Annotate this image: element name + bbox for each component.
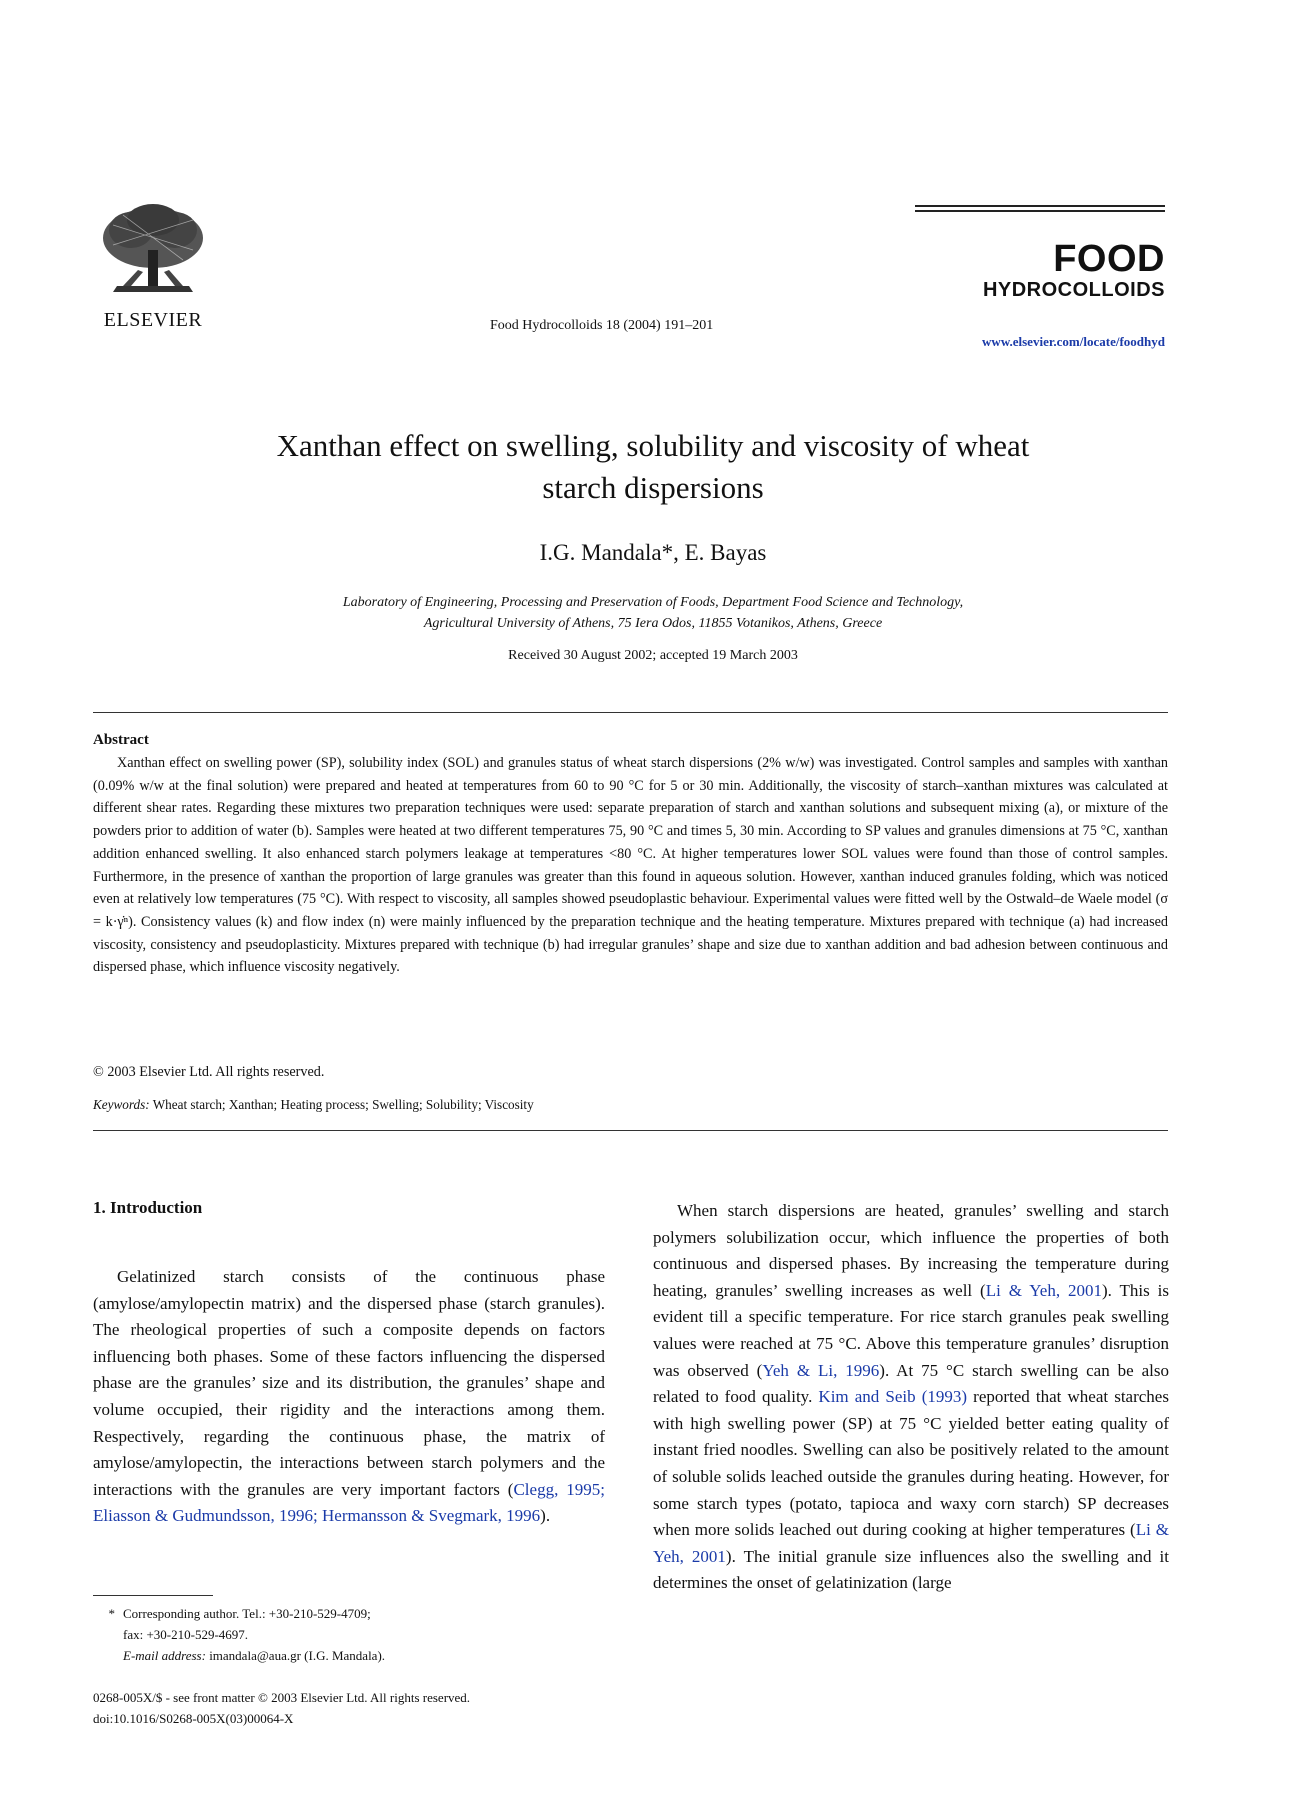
paragraph-text: reported that wheat starches with high swelling power (SP) at 75 °C yielded better eating quality of instant fried noodles. Swelling can also be positively related to the amount of soluble solids leached outside the granules during heating. However, for some starch types (potato, tapioca and waxy corn starch) SP decreases when more solids leached out during cooking at higher temperatures ( bbox=[653, 1387, 1169, 1540]
title-line: starch dispersions bbox=[542, 469, 764, 505]
paragraph-text: When starch dispersions are heated, granules’ swelling and starch polymers solubilization occur, which influence the properties of both continuous and dispersed phases. By increasing the temperature during heating, granules’ swelling increases as well ( bbox=[653, 1201, 1169, 1300]
keywords-label: Keywords: bbox=[93, 1097, 150, 1112]
intro-paragraph bbox=[93, 1264, 605, 1530]
paragraph-text: ). At 75 °C starch swelling can be also related to food quality. bbox=[653, 1360, 1169, 1407]
front-matter bbox=[93, 1688, 653, 1730]
journal-name-line2: HYDROCOLLOIDS bbox=[982, 279, 1165, 301]
journal-brand bbox=[915, 205, 1165, 350]
title-line: Xanthan effect on swelling, solubility and viscosity of wheat bbox=[276, 428, 1030, 463]
email-link[interactable]: imandala@aua.gr (I.G. Mandala). bbox=[209, 1647, 386, 1663]
received-dates: Received 30 August 2002; accepted 19 March 2003 bbox=[508, 648, 798, 663]
footnote-rule bbox=[93, 1595, 213, 1596]
abstract-text: Xanthan effect on swelling power (SP), solubility index (SOL) and granules status of wheat starch dispersions (2% w/w) was investigated. Control samples and samples with xanthan (0.09% w/w at the final solution) were prepared and heated at temperatures from 60 to 90 °C for 5 or 30 min. Additionally, the viscosity of starch–xanthan mixtures was calculated at different shear rates. Regarding these mixtures two preparation techniques were used: separate preparation of starch and xanthan solutions and subsequent mixing (a), or mixture of the powders prior to addition of water (b). Samples were heated at two different temperatures 75, 90 °C and times 5, 30 min. According to SP values and granules dimensions at 75 °C, xanthan addition enhanced swelling. It also enhanced starch polymers leakage at temperatures <80 °C. At higher temperatures lower SOL values were found than those of control samples. Furthermore, in the presence of xanthan the proportion of large granules was greater than this found in aqueous solution. However, xanthan induced granules folding, which was noticed even at relatively low temperatures (75 °C). With respect to viscosity, all samples showed pseudoplastic behaviour. Experimental values were fitted well by the Ostwald–de Waele model (σ = k·γ̇ⁿ). Consistency values (k) and flow index (n) were mainly influenced by the preparation technique and the heating temperature. Mixtures prepared with technique (a) had increased viscosity, consistency and pseudoplasticity. Mixtures prepared with technique (b) had irregular granules’ shape and size due to xanthan addition and bad adhesion between continuous and dispersed phase, which influence viscosity negatively. bbox=[93, 755, 1168, 976]
affiliation-line: Laboratory of Engineering, Processing and Preservation of Foods, Department Food Science and Technology, bbox=[342, 595, 964, 610]
paragraph-text: ). bbox=[540, 1506, 551, 1526]
reference-link[interactable]: Kim and Seib (1993) bbox=[818, 1387, 968, 1407]
authors: I.G. Mandala*, E. Bayas bbox=[539, 540, 767, 565]
divider bbox=[93, 712, 1168, 713]
footnote-line bbox=[93, 1646, 605, 1667]
brand-rule bbox=[915, 205, 1165, 207]
keywords bbox=[93, 1097, 534, 1113]
journal-citation: Food Hydrocolloids 18 (2004) 191–201 bbox=[490, 318, 714, 333]
footnote-marker: * bbox=[108, 1606, 115, 1621]
paragraph-text: ). The initial granule size influences also the swelling and it determines the onset of gelatinization (large bbox=[653, 1546, 1170, 1593]
footnote-text: Corresponding author. Tel.: +30-210-529-4709; bbox=[123, 1606, 371, 1621]
affiliation-line: Agricultural University of Athens, 75 Iera Odos, 11855 Votanikos, Athens, Greece bbox=[423, 616, 883, 631]
divider bbox=[93, 1130, 1168, 1131]
footnote-line bbox=[93, 1604, 605, 1625]
publisher-name: ELSEVIER bbox=[103, 309, 203, 331]
copyright: © 2003 Elsevier Ltd. All rights reserved. bbox=[93, 1064, 325, 1080]
publisher-logo bbox=[88, 200, 218, 332]
footnote-line: fax: +30-210-529-4697. bbox=[123, 1626, 249, 1642]
intro-right-column bbox=[653, 1198, 1169, 1597]
affiliation bbox=[130, 592, 1176, 634]
reference-link[interactable]: Clegg, 1995; Eliasson & Gudmundsson, 1996; Hermansson & Svegmark, 1996 bbox=[93, 1479, 605, 1526]
keywords-list: Wheat starch; Xanthan; Heating process; Swelling; Solubility; Viscosity bbox=[152, 1097, 534, 1112]
journal-url-link[interactable]: www.elsevier.com/locate/foodhyd bbox=[982, 334, 1165, 349]
issn-line: 0268-005X/$ - see front matter © 2003 Elsevier Ltd. All rights reserved. bbox=[93, 1690, 471, 1705]
elsevier-tree-logo bbox=[93, 200, 213, 300]
journal-name-line1: FOOD bbox=[1053, 238, 1165, 280]
reference-link[interactable]: Li & Yeh, 2001 bbox=[985, 1280, 1103, 1300]
intro-paragraph bbox=[653, 1198, 1169, 1597]
intro-left-column bbox=[93, 1264, 605, 1530]
abstract-body bbox=[93, 752, 1168, 979]
brand-rule bbox=[915, 210, 1165, 212]
section-heading: 1. Introduction bbox=[93, 1198, 203, 1217]
doi-line[interactable]: doi:10.1016/S0268-005X(03)00064-X bbox=[93, 1710, 294, 1726]
article-title bbox=[130, 425, 1176, 509]
abstract-heading: Abstract bbox=[93, 732, 149, 748]
paragraph-text: Gelatinized starch consists of the continuous phase (amylose/amylopectin matrix) and the dispersed phase (starch granules). The rheological properties of such a composite depends on factors influencing both phases. Some of these factors influencing the dispersed phase are the granules’ size and its distribution, the granules’ shape and volume occupied, their rigidity and the interactions among them. Respectively, regarding the continuous phase, the matrix of amylose/amylopectin, the interactions between starch polymers and the interactions with the granules are very important factors ( bbox=[93, 1267, 605, 1499]
footnote bbox=[93, 1604, 605, 1666]
email-label: E-mail address: bbox=[123, 1647, 206, 1663]
paragraph-text: ). This is evident till a specific temperature. For rice starch granules peak swelling values were reached at 75 °C. Above this temperature granules’ disruption was observed ( bbox=[653, 1280, 1169, 1380]
reference-link[interactable]: Yeh & Li, 1996 bbox=[762, 1360, 880, 1380]
reference-link[interactable]: Li & Yeh, 2001 bbox=[653, 1520, 1170, 1566]
